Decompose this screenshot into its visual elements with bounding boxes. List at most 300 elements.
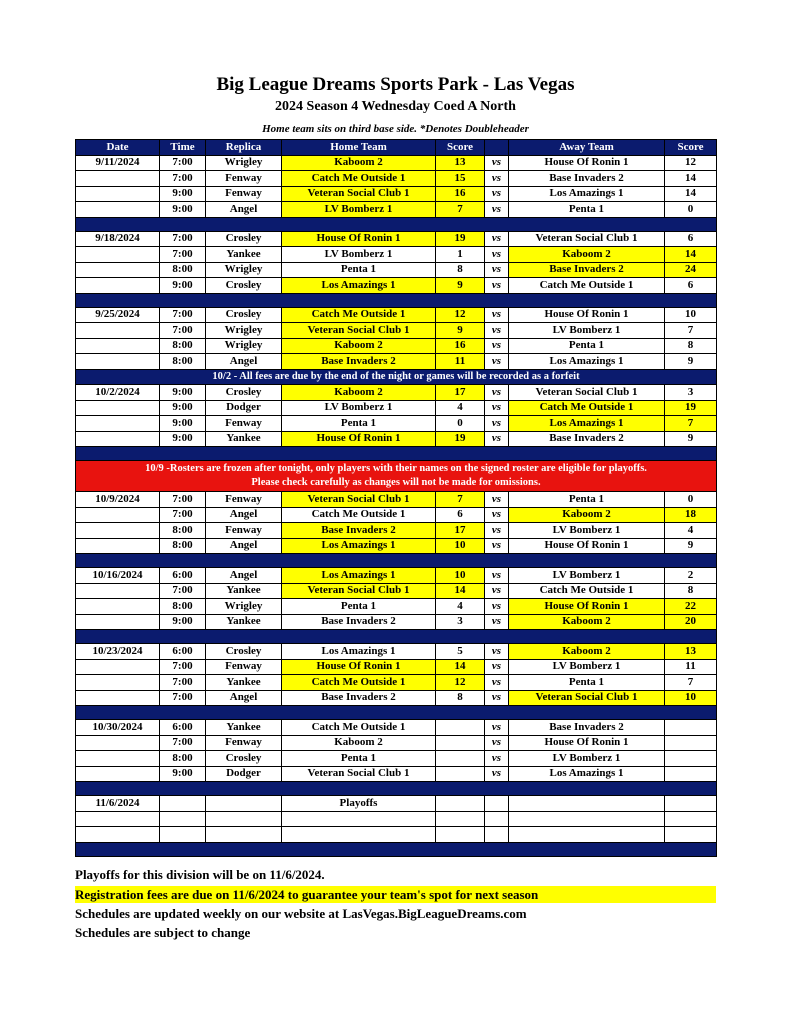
home-team-cell: Kaboom 2 <box>282 338 436 354</box>
home-score-cell: 10 <box>436 568 485 584</box>
separator-row <box>76 706 717 720</box>
schedule-body <box>76 155 717 856</box>
home-score-cell: 15 <box>436 171 485 187</box>
header-time: Time <box>160 140 206 156</box>
away-score-cell: 10 <box>665 690 717 706</box>
away-score-cell: 6 <box>665 278 717 294</box>
replica-cell: Fenway <box>206 492 282 508</box>
away-team-cell: LV Bomberz 1 <box>509 568 665 584</box>
separator-cell <box>76 782 717 796</box>
time-cell: 7:00 <box>160 323 206 339</box>
home-score-cell <box>436 720 485 736</box>
home-team-cell: Los Amazings 1 <box>282 568 436 584</box>
date-cell: 10/9/2024 <box>76 492 160 508</box>
away-team-cell: Penta 1 <box>509 492 665 508</box>
game-row <box>76 247 717 263</box>
away-score-cell: 3 <box>665 385 717 401</box>
home-team-cell: Veteran Social Club 1 <box>282 766 436 782</box>
replica-cell: Wrigley <box>206 599 282 615</box>
vs-cell: vs <box>485 231 509 247</box>
date-cell <box>76 583 160 599</box>
home-team-cell: Los Amazings 1 <box>282 278 436 294</box>
vs-cell: vs <box>485 278 509 294</box>
home-score-cell: 19 <box>436 431 485 447</box>
vs-cell <box>485 827 509 843</box>
page-subtitle: 2024 Season 4 Wednesday Coed A North <box>275 99 516 114</box>
time-cell: 8:00 <box>160 354 206 370</box>
time-cell: 8:00 <box>160 523 206 539</box>
home-score-cell: 16 <box>436 186 485 202</box>
away-team-cell: Kaboom 2 <box>509 247 665 263</box>
game-row <box>76 278 717 294</box>
time-cell: 7:00 <box>160 492 206 508</box>
game-row <box>76 385 717 401</box>
date-cell <box>76 171 160 187</box>
replica-cell: Crosley <box>206 751 282 767</box>
date-cell: 11/6/2024 <box>76 796 160 812</box>
roster-alert-row <box>76 461 717 492</box>
time-cell: 7:00 <box>160 307 206 323</box>
time-cell: 7:00 <box>160 675 206 691</box>
home-score-cell: 19 <box>436 231 485 247</box>
away-score-cell: 18 <box>665 507 717 523</box>
vs-cell: vs <box>485 644 509 660</box>
time-cell: 9:00 <box>160 400 206 416</box>
separator-row <box>76 217 717 231</box>
game-row <box>76 492 717 508</box>
date-cell <box>76 186 160 202</box>
away-score-cell: 10 <box>665 307 717 323</box>
replica-cell: Fenway <box>206 186 282 202</box>
replica-cell: Yankee <box>206 583 282 599</box>
away-score-cell: 0 <box>665 202 717 218</box>
vs-cell: vs <box>485 155 509 171</box>
home-team-cell: Veteran Social Club 1 <box>282 583 436 599</box>
time-cell: 7:00 <box>160 247 206 263</box>
separator-row <box>76 554 717 568</box>
home-score-cell: 14 <box>436 659 485 675</box>
game-row <box>76 766 717 782</box>
date-cell <box>76 400 160 416</box>
vs-cell <box>485 796 509 812</box>
time-cell <box>160 827 206 843</box>
time-cell: 8:00 <box>160 599 206 615</box>
away-team-cell: LV Bomberz 1 <box>509 323 665 339</box>
game-row <box>76 262 717 278</box>
date-cell <box>76 675 160 691</box>
home-team-cell: House Of Ronin 1 <box>282 231 436 247</box>
home-score-cell: 12 <box>436 307 485 323</box>
vs-cell: vs <box>485 171 509 187</box>
replica-cell <box>206 811 282 827</box>
date-cell <box>76 766 160 782</box>
home-score-cell <box>436 796 485 812</box>
time-cell: 9:00 <box>160 186 206 202</box>
home-team-cell: Veteran Social Club 1 <box>282 186 436 202</box>
away-score-cell: 9 <box>665 354 717 370</box>
replica-cell: Fenway <box>206 416 282 432</box>
vs-cell: vs <box>485 186 509 202</box>
header-home-team: Home Team <box>282 140 436 156</box>
header-replica: Replica <box>206 140 282 156</box>
fee-notice: 10/2 - All fees are due by the end of the night or games will be recorded as a forfeit <box>76 369 717 385</box>
home-team-cell <box>282 811 436 827</box>
home-team-cell: Kaboom 2 <box>282 155 436 171</box>
away-team-cell: Penta 1 <box>509 675 665 691</box>
away-score-cell: 0 <box>665 492 717 508</box>
home-team-cell: Los Amazings 1 <box>282 538 436 554</box>
away-team-cell: House Of Ronin 1 <box>509 599 665 615</box>
time-cell <box>160 796 206 812</box>
separator-cell <box>76 842 717 856</box>
vs-cell: vs <box>485 431 509 447</box>
time-cell: 9:00 <box>160 202 206 218</box>
away-team-cell <box>509 827 665 843</box>
vs-cell: vs <box>485 766 509 782</box>
home-team-cell: Catch Me Outside 1 <box>282 675 436 691</box>
vs-cell: vs <box>485 659 509 675</box>
away-score-cell: 7 <box>665 416 717 432</box>
time-cell: 9:00 <box>160 278 206 294</box>
home-score-cell <box>436 751 485 767</box>
home-team-cell: Playoffs <box>282 796 436 812</box>
replica-cell: Yankee <box>206 720 282 736</box>
time-cell: 9:00 <box>160 766 206 782</box>
away-team-cell: Veteran Social Club 1 <box>509 385 665 401</box>
game-row <box>76 523 717 539</box>
date-cell: 10/30/2024 <box>76 720 160 736</box>
date-cell <box>76 416 160 432</box>
home-score-cell: 9 <box>436 323 485 339</box>
date-cell <box>76 202 160 218</box>
home-score-cell: 6 <box>436 507 485 523</box>
date-cell <box>76 811 160 827</box>
date-cell <box>76 690 160 706</box>
away-team-cell: LV Bomberz 1 <box>509 751 665 767</box>
away-score-cell: 4 <box>665 523 717 539</box>
separator-row <box>76 293 717 307</box>
page-title: Big League Dreams Sports Park - Las Vegas <box>216 74 575 95</box>
home-team-cell: Penta 1 <box>282 599 436 615</box>
vs-cell: vs <box>485 675 509 691</box>
away-score-cell <box>665 796 717 812</box>
home-team-cell: Penta 1 <box>282 416 436 432</box>
vs-cell: vs <box>485 385 509 401</box>
away-team-cell: Penta 1 <box>509 202 665 218</box>
game-row <box>76 690 717 706</box>
replica-cell: Fenway <box>206 171 282 187</box>
replica-cell: Angel <box>206 354 282 370</box>
home-score-cell <box>436 735 485 751</box>
home-team-cell <box>282 827 436 843</box>
away-team-cell <box>509 811 665 827</box>
vs-cell: vs <box>485 416 509 432</box>
home-team-cell: Kaboom 2 <box>282 385 436 401</box>
vs-cell: vs <box>485 400 509 416</box>
home-team-cell: Penta 1 <box>282 262 436 278</box>
home-score-cell: 17 <box>436 523 485 539</box>
date-cell <box>76 323 160 339</box>
vs-cell: vs <box>485 568 509 584</box>
replica-cell <box>206 796 282 812</box>
home-score-cell: 17 <box>436 385 485 401</box>
away-score-cell <box>665 811 717 827</box>
game-row <box>76 354 717 370</box>
away-score-cell: 12 <box>665 155 717 171</box>
time-cell: 7:00 <box>160 690 206 706</box>
home-score-cell: 0 <box>436 416 485 432</box>
header-home-score: Score <box>436 140 485 156</box>
vs-cell: vs <box>485 247 509 263</box>
home-team-cell: LV Bomberz 1 <box>282 202 436 218</box>
home-score-cell: 5 <box>436 644 485 660</box>
away-score-cell: 11 <box>665 659 717 675</box>
away-team-cell: Base Invaders 2 <box>509 720 665 736</box>
home-team-cell: House Of Ronin 1 <box>282 659 436 675</box>
roster-alert-line: Please check carefully as changes will not be made for omissions. <box>251 477 541 488</box>
home-score-cell <box>436 811 485 827</box>
away-team-cell: Kaboom 2 <box>509 644 665 660</box>
home-team-cell: Kaboom 2 <box>282 735 436 751</box>
time-cell <box>160 811 206 827</box>
replica-cell: Wrigley <box>206 323 282 339</box>
playoffs-note: Playoffs for this division will be on 11/6/2024. <box>75 867 325 882</box>
roster-alert <box>76 461 717 492</box>
separator-row <box>76 447 717 461</box>
separator-cell <box>76 630 717 644</box>
time-cell: 7:00 <box>160 231 206 247</box>
date-cell <box>76 354 160 370</box>
replica-cell: Crosley <box>206 644 282 660</box>
home-team-cell: Base Invaders 2 <box>282 354 436 370</box>
date-cell <box>76 247 160 263</box>
home-team-cell: Penta 1 <box>282 751 436 767</box>
replica-cell: Angel <box>206 202 282 218</box>
separator-row <box>76 630 717 644</box>
away-score-cell: 24 <box>665 262 717 278</box>
time-cell: 6:00 <box>160 644 206 660</box>
roster-alert-line: 10/9 -Rosters are frozen after tonight, only players with their names on the signed roster are eligible for playoffs. <box>145 463 647 474</box>
game-row <box>76 538 717 554</box>
game-row <box>76 507 717 523</box>
date-cell <box>76 599 160 615</box>
home-team-cell: Catch Me Outside 1 <box>282 507 436 523</box>
game-row <box>76 186 717 202</box>
away-score-cell: 8 <box>665 583 717 599</box>
game-row <box>76 644 717 660</box>
replica-cell: Yankee <box>206 431 282 447</box>
date-cell: 10/2/2024 <box>76 385 160 401</box>
home-score-cell <box>436 827 485 843</box>
vs-cell: vs <box>485 338 509 354</box>
replica-cell: Yankee <box>206 675 282 691</box>
home-team-cell: LV Bomberz 1 <box>282 400 436 416</box>
game-row <box>76 735 717 751</box>
away-team-cell: Veteran Social Club 1 <box>509 231 665 247</box>
away-score-cell: 22 <box>665 599 717 615</box>
replica-cell: Fenway <box>206 523 282 539</box>
replica-cell: Yankee <box>206 247 282 263</box>
replica-cell: Angel <box>206 507 282 523</box>
away-score-cell: 14 <box>665 171 717 187</box>
vs-cell: vs <box>485 323 509 339</box>
home-team-cell: Los Amazings 1 <box>282 644 436 660</box>
away-score-cell: 8 <box>665 338 717 354</box>
away-score-cell: 20 <box>665 614 717 630</box>
away-team-cell <box>509 796 665 812</box>
date-cell <box>76 751 160 767</box>
home-score-cell: 13 <box>436 155 485 171</box>
date-cell <box>76 659 160 675</box>
time-cell: 9:00 <box>160 385 206 401</box>
vs-cell: vs <box>485 583 509 599</box>
home-score-cell: 12 <box>436 675 485 691</box>
time-cell: 7:00 <box>160 659 206 675</box>
header-vs <box>485 140 509 156</box>
away-team-cell: Los Amazings 1 <box>509 354 665 370</box>
time-cell: 9:00 <box>160 614 206 630</box>
away-team-cell: House Of Ronin 1 <box>509 735 665 751</box>
replica-cell: Yankee <box>206 614 282 630</box>
vs-cell: vs <box>485 354 509 370</box>
vs-cell: vs <box>485 599 509 615</box>
game-row <box>76 720 717 736</box>
date-cell <box>76 262 160 278</box>
away-team-cell: Penta 1 <box>509 338 665 354</box>
replica-cell: Angel <box>206 568 282 584</box>
home-team-note: Home team sits on third base side. *Denotes Doubleheader <box>262 123 529 135</box>
game-row <box>76 796 717 812</box>
away-score-cell <box>665 720 717 736</box>
away-team-cell: Catch Me Outside 1 <box>509 583 665 599</box>
game-row <box>76 202 717 218</box>
away-team-cell: Catch Me Outside 1 <box>509 278 665 294</box>
vs-cell: vs <box>485 202 509 218</box>
home-team-cell: LV Bomberz 1 <box>282 247 436 263</box>
game-row <box>76 568 717 584</box>
date-cell <box>76 614 160 630</box>
game-row <box>76 155 717 171</box>
replica-cell: Dodger <box>206 400 282 416</box>
header-away-team: Away Team <box>509 140 665 156</box>
away-team-cell: Kaboom 2 <box>509 507 665 523</box>
away-score-cell: 9 <box>665 538 717 554</box>
replica-cell: Crosley <box>206 231 282 247</box>
date-cell <box>76 735 160 751</box>
game-row <box>76 827 717 843</box>
game-row <box>76 583 717 599</box>
replica-cell: Fenway <box>206 659 282 675</box>
time-cell: 7:00 <box>160 507 206 523</box>
home-team-cell: Veteran Social Club 1 <box>282 323 436 339</box>
game-row <box>76 599 717 615</box>
away-team-cell: Veteran Social Club 1 <box>509 690 665 706</box>
game-row <box>76 416 717 432</box>
separator-cell <box>76 293 717 307</box>
replica-cell: Wrigley <box>206 155 282 171</box>
time-cell: 7:00 <box>160 583 206 599</box>
time-cell: 9:00 <box>160 416 206 432</box>
game-row <box>76 323 717 339</box>
away-team-cell: Los Amazings 1 <box>509 186 665 202</box>
vs-cell: vs <box>485 307 509 323</box>
home-team-cell: Base Invaders 2 <box>282 614 436 630</box>
home-score-cell: 8 <box>436 262 485 278</box>
game-row <box>76 431 717 447</box>
separator-cell <box>76 706 717 720</box>
game-row <box>76 811 717 827</box>
away-team-cell: Catch Me Outside 1 <box>509 400 665 416</box>
away-team-cell: House Of Ronin 1 <box>509 307 665 323</box>
away-score-cell <box>665 827 717 843</box>
home-score-cell: 10 <box>436 538 485 554</box>
away-score-cell: 9 <box>665 431 717 447</box>
home-score-cell <box>436 766 485 782</box>
replica-cell: Angel <box>206 538 282 554</box>
home-score-cell: 4 <box>436 599 485 615</box>
vs-cell: vs <box>485 538 509 554</box>
home-score-cell: 4 <box>436 400 485 416</box>
home-score-cell: 14 <box>436 583 485 599</box>
vs-cell: vs <box>485 523 509 539</box>
separator-cell <box>76 554 717 568</box>
time-cell: 8:00 <box>160 338 206 354</box>
away-team-cell: LV Bomberz 1 <box>509 523 665 539</box>
header-away-score: Score <box>665 140 717 156</box>
away-score-cell <box>665 735 717 751</box>
separator-cell <box>76 217 717 231</box>
date-cell: 10/16/2024 <box>76 568 160 584</box>
time-cell: 7:00 <box>160 155 206 171</box>
away-score-cell: 13 <box>665 644 717 660</box>
table-header-row <box>76 140 717 156</box>
separator-row <box>76 842 717 856</box>
separator-cell <box>76 447 717 461</box>
time-cell: 8:00 <box>160 751 206 767</box>
replica-cell <box>206 827 282 843</box>
away-score-cell: 7 <box>665 675 717 691</box>
vs-cell: vs <box>485 720 509 736</box>
home-team-cell: Base Invaders 2 <box>282 523 436 539</box>
date-cell <box>76 338 160 354</box>
away-team-cell: Base Invaders 2 <box>509 262 665 278</box>
fee-notice-row <box>76 369 717 385</box>
away-score-cell <box>665 751 717 767</box>
away-team-cell: Base Invaders 2 <box>509 171 665 187</box>
date-cell <box>76 507 160 523</box>
time-cell: 6:00 <box>160 720 206 736</box>
home-score-cell: 7 <box>436 202 485 218</box>
vs-cell: vs <box>485 262 509 278</box>
away-score-cell: 6 <box>665 231 717 247</box>
date-cell: 9/18/2024 <box>76 231 160 247</box>
home-score-cell: 7 <box>436 492 485 508</box>
game-row <box>76 338 717 354</box>
registration-note: Registration fees are due on 11/6/2024 to guarantee your team's spot for next season <box>75 886 716 903</box>
time-cell: 7:00 <box>160 735 206 751</box>
game-row <box>76 231 717 247</box>
away-score-cell: 14 <box>665 186 717 202</box>
home-team-cell: House Of Ronin 1 <box>282 431 436 447</box>
away-team-cell: House Of Ronin 1 <box>509 155 665 171</box>
date-cell <box>76 523 160 539</box>
home-score-cell: 8 <box>436 690 485 706</box>
time-cell: 7:00 <box>160 171 206 187</box>
away-team-cell: Los Amazings 1 <box>509 416 665 432</box>
away-team-cell: Los Amazings 1 <box>509 766 665 782</box>
home-team-cell: Catch Me Outside 1 <box>282 307 436 323</box>
date-cell: 9/25/2024 <box>76 307 160 323</box>
